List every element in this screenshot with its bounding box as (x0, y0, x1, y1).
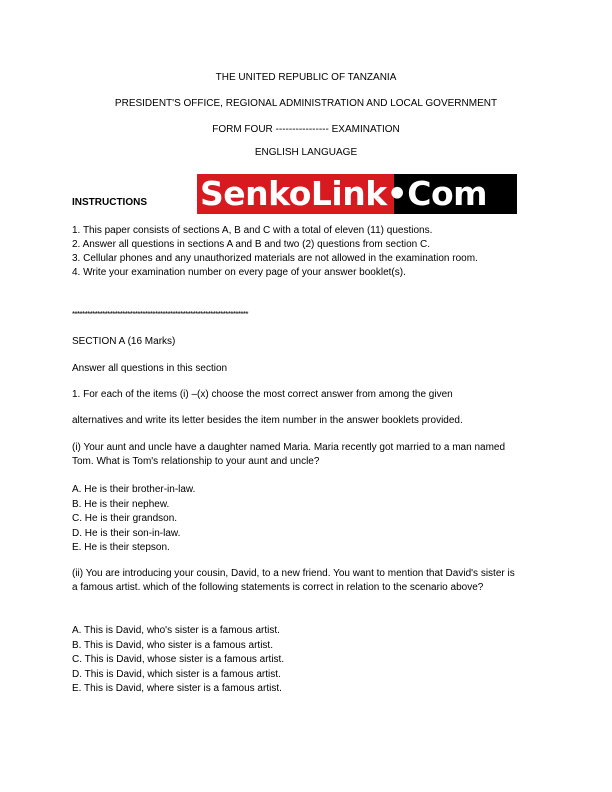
question-ii-text: (ii) You are introducing your cousin, David, to a new friend. You want to mention that David's sister is a famous artist. which of the following statements is correct in relation to the scenario above? (72, 568, 515, 593)
question-1-line1: 1. For each of the items (i) –(x) choose the most correct answer from among the given (72, 389, 453, 400)
header-office: PRESIDENT'S OFFICE, REGIONAL ADMINISTRATION AND LOCAL GOVERNMENT (114, 98, 498, 109)
option-item: D. This is David, which sister is a famous artist. (72, 668, 281, 680)
question-ii-options (72, 624, 284, 697)
header-subject: ENGLISH LANGUAGE (254, 147, 358, 158)
instructions-list (72, 224, 502, 280)
instruction-item: 3. Cellular phones and any unauthorized materials are not allowed in the examination room. (72, 253, 478, 264)
option-item: D. He is their son-in-law. (72, 527, 181, 539)
section-a-title: SECTION A (16 Marks) (72, 336, 176, 347)
instruction-item: 2. Answer all questions in sections A and B and two (2) questions from section C. (72, 239, 430, 250)
section-a-note: Answer all questions in this section (72, 363, 228, 374)
option-item: A. He is their brother-in-law. (72, 484, 196, 495)
option-item: B. This is David, who sister is a famous artist. (72, 639, 273, 651)
question-1-line2: alternatives and write its letter besides the item number in the answer booklets provided. (72, 415, 463, 426)
option-item: A. This is David, who's sister is a famous artist. (72, 625, 280, 636)
option-item: B. He is their nephew. (72, 498, 170, 510)
separator-line: ********************************************************************** (72, 310, 248, 319)
question-i-text: (i) Your aunt and uncle have a daughter named Maria. Maria recently got married to a man named Tom. What is Tom's relationship to your aunt and uncle? (72, 442, 506, 467)
watermark-logo-text: SenkoLink•Com (200, 174, 488, 213)
watermark-logo (197, 174, 517, 214)
header-country: THE UNITED REPUBLIC OF TANZANIA (215, 72, 397, 83)
option-item: E. He is their stepson. (72, 542, 170, 554)
instruction-item: 4. Write your examination number on every page of your answer booklet(s). (72, 267, 406, 278)
instruction-item: 1. This paper consists of sections A, B and C with a total of eleven (11) questions. (72, 225, 433, 236)
header-exam: FORM FOUR ---------------- EXAMINATION (212, 124, 400, 135)
option-item: C. This is David, whose sister is a famous artist. (72, 654, 285, 666)
option-item: C. He is their grandson. (72, 513, 178, 525)
instructions-title: INSTRUCTIONS (72, 197, 147, 208)
question-i-options (72, 483, 195, 556)
option-item: E. This is David, where sister is a famous artist. (72, 683, 282, 695)
